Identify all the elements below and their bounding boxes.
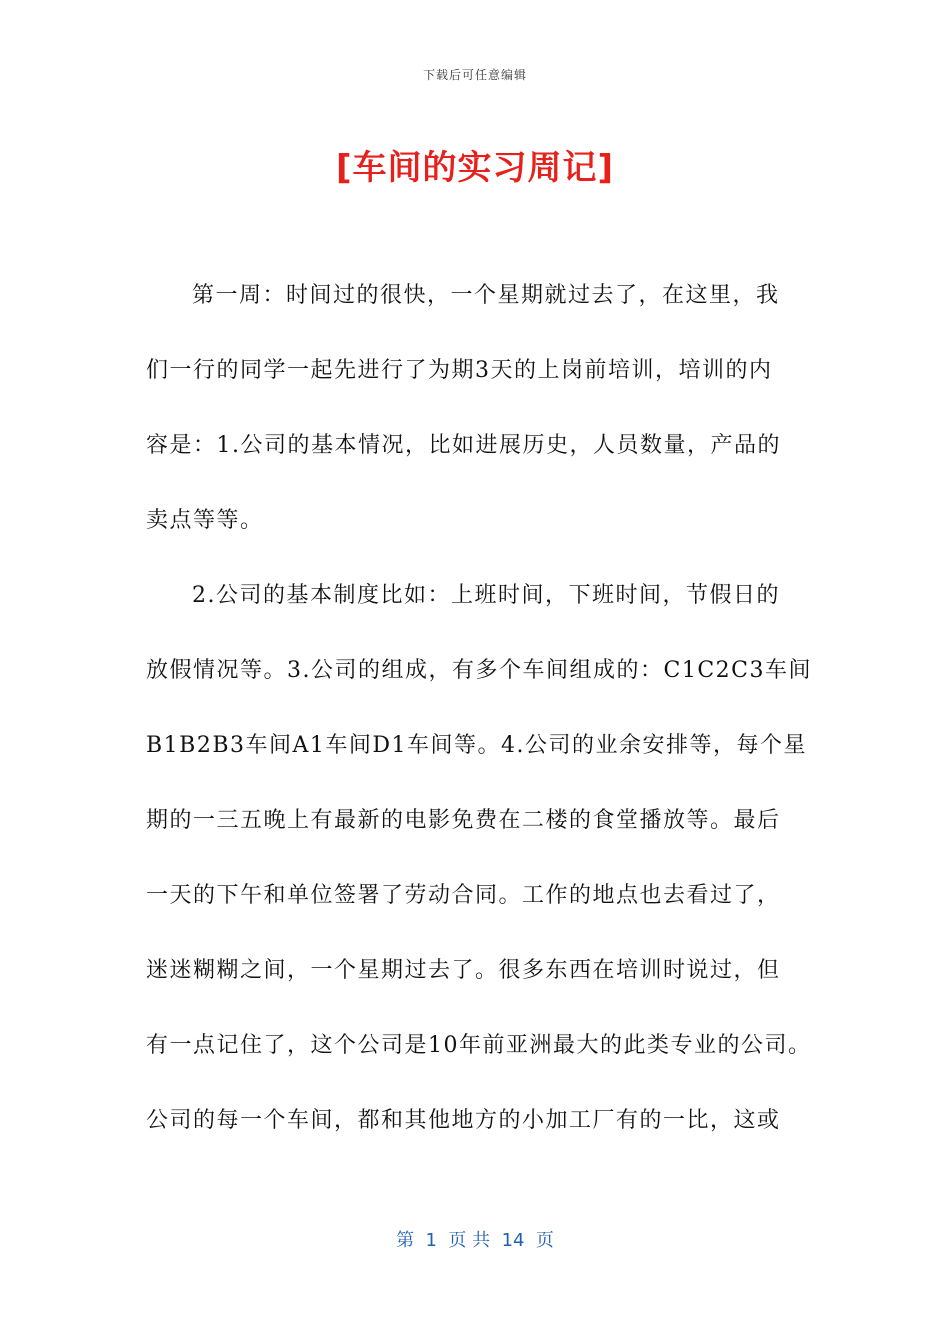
paragraph-line: 卖点等等。 <box>146 508 264 533</box>
paragraph-line: 容是：1.公司的基本情况，比如进展历史，人员数量，产品的 <box>146 433 781 458</box>
paragraph-line: 迷迷糊糊之间，一个星期过去了。很多东西在培训时说过，但 <box>146 958 781 983</box>
paragraph-line: 们一行的同学一起先进行了为期3天的上岗前培训，培训的内 <box>146 358 773 383</box>
paragraph-line: 一天的下午和单位签署了劳动合同。工作的地点也去看过了， <box>146 883 781 908</box>
header-note: 下载后可任意编辑 <box>422 68 527 82</box>
body-text <box>146 276 812 1176</box>
paragraph-line: 2.公司的基本制度比如：上班时间，下班时间，节假日的 <box>192 583 780 608</box>
paragraph-line: 放假情况等。3.公司的组成，有多个车间组成的：C1C2C3车间 <box>146 658 812 683</box>
paragraph-line: 第一周：时间过的很快，一个星期就过去了，在这里，我 <box>192 283 780 308</box>
document-title: [车间的实习周记] <box>335 148 615 188</box>
paragraph-line: B1B2B3车间A1车间D1车间等。4.公司的业余安排等，每个星 <box>146 733 808 758</box>
paragraph-line: 期的一三五晚上有最新的电影免费在二楼的食堂播放等。最后 <box>146 808 781 833</box>
page-footer: 第 1 页 共 14 页 <box>396 1230 554 1251</box>
paragraph-line: 有一点记住了，这个公司是10年前亚洲最大的此类专业的公司。 <box>146 1033 812 1058</box>
paragraph-line: 公司的每一个车间，都和其他地方的小加工厂有的一比，这或 <box>146 1108 781 1133</box>
